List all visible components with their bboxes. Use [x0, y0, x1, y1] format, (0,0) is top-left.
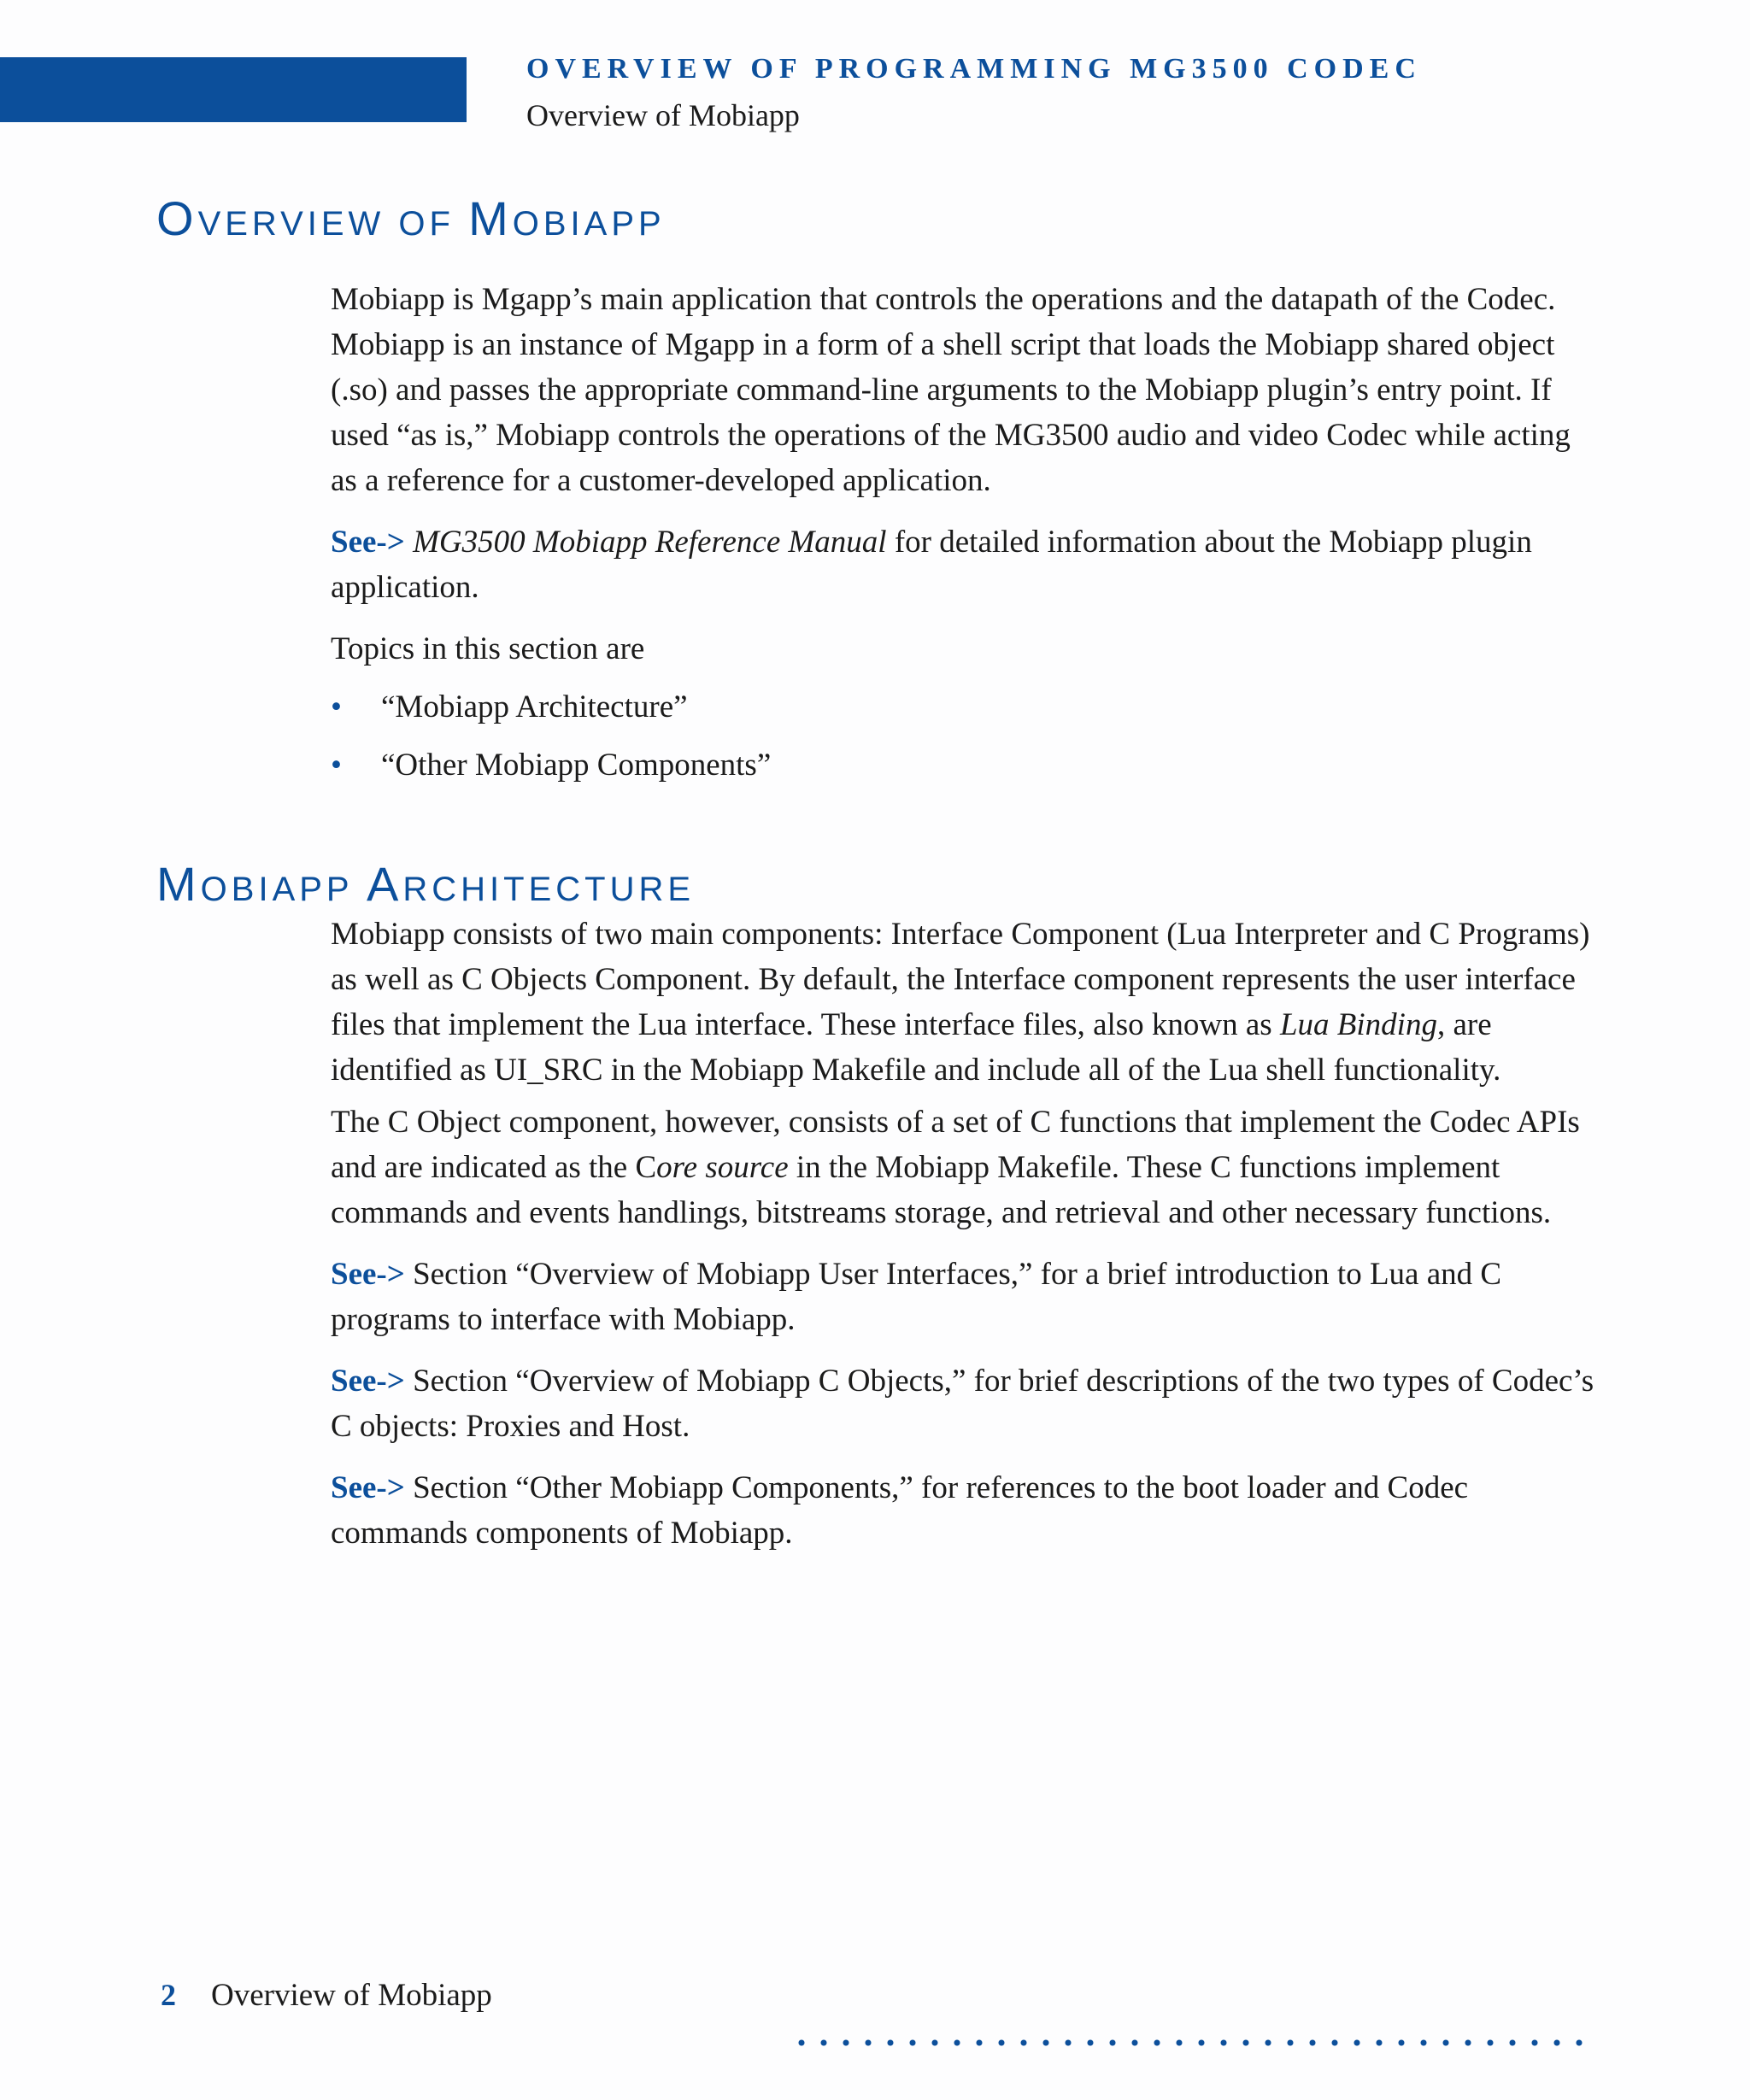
list-item[interactable]	[331, 742, 1595, 788]
see-reference	[331, 519, 1595, 610]
see-reference-text: Section “Overview of Mobiapp C Objects,” for brief descriptions of the two types of Codec’s C objects: Proxies and Host.	[331, 1364, 1594, 1444]
see-link-label[interactable]: See->	[331, 1364, 405, 1399]
see-reference	[331, 1465, 1595, 1556]
title-rest: OBIAPP	[200, 871, 367, 908]
paragraph-text: , are identified as UI_SRC in the Mobiapp Makefile and include all of the Lua shell functionality.	[331, 1007, 1501, 1088]
architecture-paragraph-1	[331, 912, 1595, 1093]
architecture-paragraph-2	[331, 1100, 1595, 1235]
emphasis-lua-binding: Lua Binding	[1279, 1007, 1437, 1042]
topic-link[interactable]: “Mobiapp Architecture”	[381, 689, 688, 724]
title-cap: O	[156, 191, 198, 245]
section-title-overview	[156, 191, 666, 246]
see-reference-text: Section “Overview of Mobiapp User Interfaces,” for a brief introduction to Lua and C programs to interface with Mobiapp.	[331, 1257, 1502, 1337]
title-rest: VERVIEW OF	[197, 205, 469, 243]
emphasis-core-source: ore source	[656, 1150, 789, 1185]
see-reference	[331, 1252, 1595, 1342]
title-cap: M	[468, 191, 513, 245]
running-header-subtitle: Overview of Mobiapp	[526, 98, 800, 132]
title-cap: A	[367, 857, 403, 911]
reference-manual-title[interactable]: MG3500 Mobiapp Reference Manual	[413, 525, 887, 560]
bullet-icon: •	[331, 689, 342, 724]
see-reference-text: for detailed information about the Mobiapp plugin application.	[331, 525, 1532, 605]
topics-list	[331, 684, 1595, 788]
list-item[interactable]	[331, 684, 1595, 730]
bullet-icon: •	[331, 748, 342, 783]
section-title-architecture	[156, 856, 695, 912]
paragraph-text: in the Mobiapp Makefile. These C functions implement commands and events handlings, bitstreams storage, and retrieval and other necessary functions.	[331, 1150, 1552, 1230]
running-header-title: OVERVIEW OF PROGRAMMING MG3500 CODEC	[526, 53, 1422, 85]
title-rest: RCHITECTURE	[402, 871, 696, 908]
dotted-divider	[790, 2038, 1594, 2048]
see-reference-text: Section “Other Mobiapp Components,” for references to the boot loader and Codec commands components of Mobiapp.	[331, 1470, 1469, 1551]
header-color-bar	[0, 57, 467, 122]
topics-intro: Topics in this section are	[331, 631, 645, 666]
title-cap: M	[156, 857, 201, 911]
page-number: 2	[161, 1978, 176, 2012]
paragraph-text: The C Object component, however, consists of a set of C functions that implement the Codec APIs and are indicated as the C	[331, 1105, 1580, 1185]
paragraph-text: Mobiapp consists of two main components: Interface Component (Lua Interpreter and C Programs) as well as C Objects Component. By default, the Interface component represents the user interface files that implement the Lua interface. These interface files, also known as	[331, 917, 1590, 1042]
section-body-architecture	[331, 912, 1595, 1556]
title-rest: OBIAPP	[512, 205, 666, 243]
footer-label: Overview of Mobiapp	[211, 1978, 492, 2013]
intro-paragraph: Mobiapp is Mgapp’s main application that controls the operations and the datapath of the Codec. Mobiapp is an instance of Mgapp in a form of a shell script that loads the Mobiapp shared object (.so) and passes the appropriate command-line arguments to the Mobiapp plugin’s entry point. If used “as is,” Mobiapp controls the operations of the MG3500 audio and video Codec while acting as a reference for a customer-developed application.	[331, 282, 1571, 498]
see-link-label[interactable]: See->	[331, 525, 405, 560]
see-link-label[interactable]: See->	[331, 1470, 405, 1505]
topic-link[interactable]: “Other Mobiapp Components”	[381, 748, 772, 783]
see-link-label[interactable]: See->	[331, 1257, 405, 1292]
see-reference	[331, 1358, 1595, 1449]
section-body-overview	[331, 277, 1595, 801]
